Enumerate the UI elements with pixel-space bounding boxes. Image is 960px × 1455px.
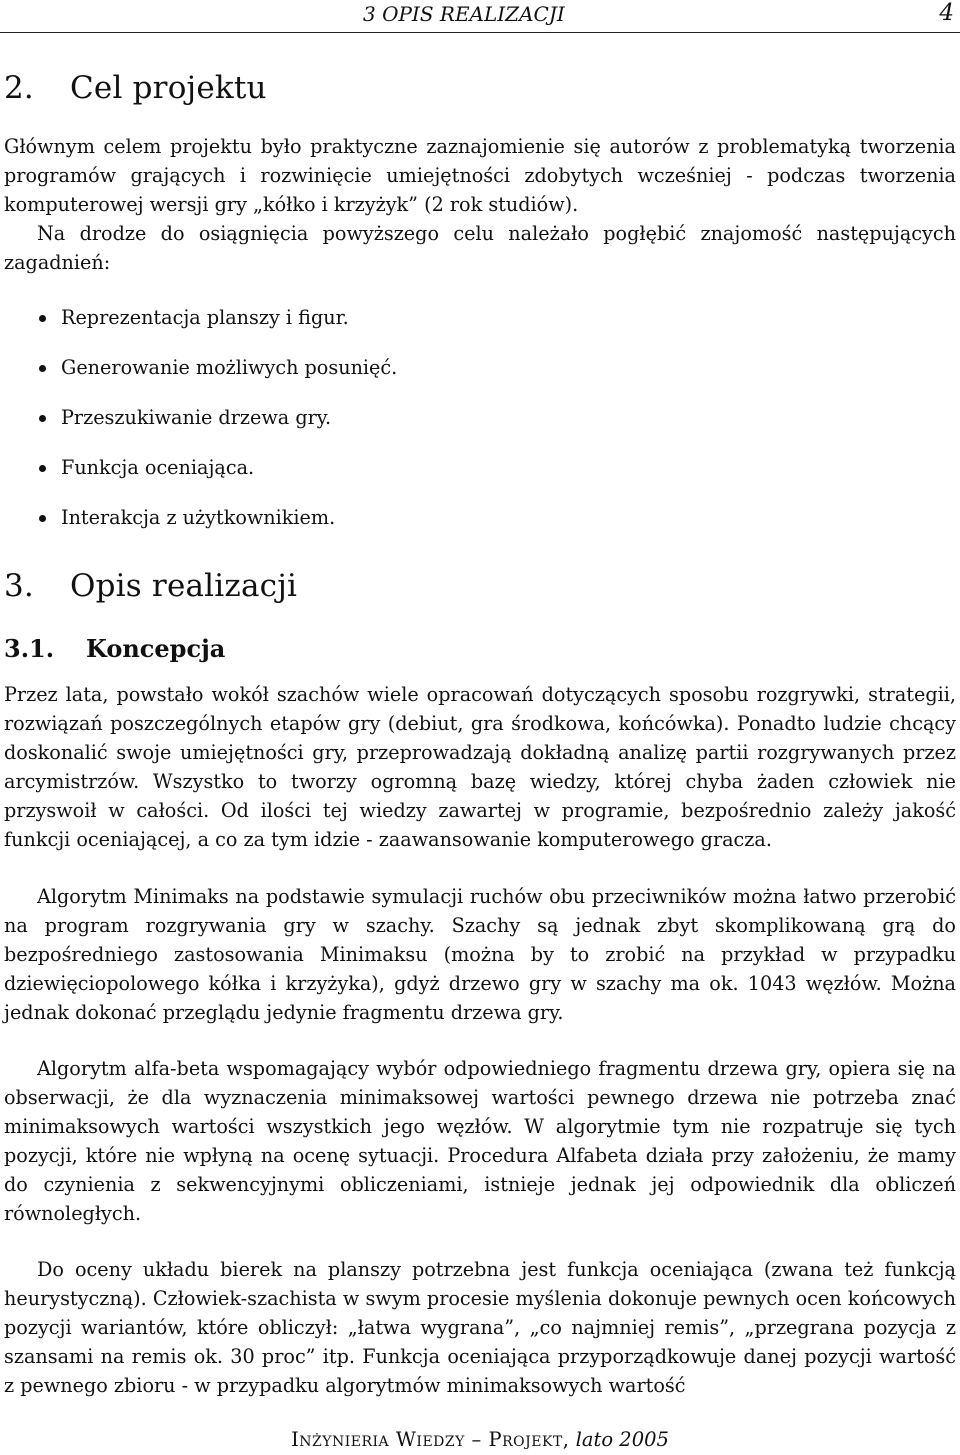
- paragraph-alpha-beta: Algorytm alfa-beta wspomagający wybór odpowiedniego fragmentu drzewa gry, opiera się na obserwacji, że dla wyznaczenia minimaksowej wartości pewnego drzewa nie potrzeba znać minimaksowych wartości wszystkich jego węzłów. W algorytmie tym nie rozpatruje się tych pozycji, które nie wpłyną na ocenę sytuacji. Procedura Alfabeta działa przy założeniu, że mamy do czynienia z sekwencyjnymi obliczeniami, istnieje jednak jej odpowiednik dla obliczeń równoległych.: [4, 1057, 956, 1225]
- running-header-section: 3 OPIS REALIZACJI: [363, 2, 565, 26]
- bullet-icon: [39, 515, 46, 522]
- bullet-icon: [39, 415, 46, 422]
- section-title: Cel projektu: [70, 70, 267, 106]
- paragraph-evaluation-function: Do oceny układu bierek na planszy potrzebna jest funkcja oceniająca (zwana też funkcją heurystyczną). Człowiek-szachista w swym procesie myślenia dokonuje pewnych ocen końcowych pozycji wariantów, które obliczył: „łatwa wygrana”, „co najmniej remis”, „przegrana pozycja z szansami na remis ok. 30 proc” itp. Funkcja oceniająca przyporządkowuje danej pozycji wartość z pewnego zbioru - w przypadku algorytmów minimaksowych wartość: [4, 1258, 956, 1397]
- section-title: Opis realizacji: [70, 568, 298, 604]
- subsection-number: 3.1.: [4, 634, 55, 663]
- footer-term: lato 2005: [575, 1428, 669, 1451]
- paragraph-chess-knowledge: Przez lata, powstało wokół szachów wiele opracowań dotyczących sposobu rozgrywki, strategii, rozwiązań poszczególnych etapów gry (debiut, gra środkowa, końcówka). Ponadto ludzie chcący doskonalić swoje umiejętności gry, przeprowadzają dokładną analizę partii rozgrywanych przez arcymistrzów. Wszystko to tworzy ogromną bazę wiedzy, której chyba żaden człowiek nie przyswoił w całości. Od ilości tej wiedzy zawartej w programie, bezpośrednio zależy jakość funkcji oceniającej, a co za tym idzie - zaawansowanie komputerowego gracza.: [4, 683, 956, 851]
- page-footer: [0, 1428, 960, 1451]
- paragraph-minimax: Algorytm Minimaks na podstawie symulacji ruchów obu przeciwników można łatwo przerobić na program rozgrywania gry w szachy. Szachy są jednak zbyt skomplikowaną grą do bezpośredniego zastosowania Minimaksu (można by to zrobić na przykład w przypadku dziewięciopolowego kółka i krzyżyka), gdyż drzewo gry w szachy ma ok. 1043 węzłów. Można jednak dokonać przeglądu jedynie fragmentu drzewa gry.: [4, 885, 956, 1024]
- section-heading-cel-projektu: [4, 70, 267, 106]
- bullet-icon: [39, 365, 46, 372]
- page-number: 4: [939, 0, 954, 26]
- subsection-heading-koncepcja: [4, 634, 225, 663]
- footer-course: Inżynieria Wiedzy – Projekt,: [291, 1428, 570, 1451]
- section-number: 3.: [4, 568, 34, 604]
- header-rule: [0, 32, 960, 33]
- bullet-icon: [39, 465, 46, 472]
- paragraph-goal: Głównym celem projektu było praktyczne zaznajomienie się autorów z problematyką tworzenia programów grających i rozwinięcie umiejętności zdobytych wcześniej - podczas tworzenia komputerowej wersji gry „kółko i krzyżyk” (2 rok studiów).: [4, 135, 956, 216]
- paragraph-topics-intro: Na drodze do osiągnięcia powyższego celu należało pogłębić znajomość następujących zagadnień:: [4, 222, 956, 274]
- section-heading-opis-realizacji: [4, 568, 297, 604]
- section-number: 2.: [4, 70, 34, 106]
- document-page: 3 OPIS REALIZACJI 4 2. Cel projektu Głównym celem projektu było praktyczne zaznajomienie się autorów z problematyką tworzenia programów grających i rozwinięcie umiejętności zdobytych wcześniej - podczas tworzenia komputerowej wersji gry „kółko i krzyżyk” (2 rok studiów). Na drodze do osiągnięcia powyższego celu należało pogłębić znajomość następujących zagadnień: Reprezentacja planszy i figur. Generowanie możliwych posunięć. Przeszukiwanie drzewa gry. Funkcja oceniająca. Interakcja z użytkownikiem. 3. Opis realizacji 3.1. Koncepcja Przez lata, powstało wokół szachów wiele opracowań dotyczących sposobu rozgrywki, strategii, rozwiązań poszczególnych etapów gry (debiut, gra środkowa, końcówka). Ponadto ludzie chcący doskonalić swoje umiejętności gry, przeprowadzają dokładną analizę partii rozgrywanych przez arcymistrzów. Wszystko to tworzy ogromną bazę wiedzy, której chyba żaden człowiek nie przyswoił w całości. Od ilości tej wiedzy zawartej w programie, bezpośrednio zależy jakość funkcji oceniającej, a co za tym idzie - zaawansowanie komputerowego gracza. Algorytm Minimaks na podstawie symulacji ruchów obu przeciwników można łatwo przerobić na program rozgrywania gry w szachy. Szachy są jednak zbyt skomplikowaną grą do bezpośredniego zastosowania Minimaksu (można by to zrobić na przykład w przypadku dziewięciopolowego kółka i krzyżyka), gdyż drzewo gry w szachy ma ok. 1043 węzłów. Można jednak dokonać przeglądu jedynie fragmentu drzewa gry. Algorytm alfa-beta wspomagający wybór odpowiedniego fragmentu drzewa gry, opiera się na obserwacji, że dla wyznaczenia minimaksowej wartości pewnego drzewa nie potrzeba znać minimaksowych wartości wszystkich jego węzłów. W algorytmie tym nie rozpatruje się tych pozycji, które nie wpłyną na ocenę sytuacji. Procedura Alfabeta działa przy założeniu, że mamy do czynienia z sekwencyjnymi obliczeniami, istnieje jednak jej odpowiednik dla obliczeń równoległych. Do oceny układu bierek na planszy potrzebna jest funkcja oceniająca (zwana też funkcją heurystyczną). Człowiek-szachista w swym procesie myślenia dokonuje pewnych ocen końcowych pozycji wariantów, które obliczył: „łatwa wygrana”, „co najmniej remis”, „przegrana pozycja z szansami na remis ok. 30 proc” itp. Funkcja oceniająca przyporządkowuje danej pozycji wartość z pewnego zbioru - w przypadku algorytmów minimaksowych wartość Inżynieria Wiedzy – Projekt, lato 2005: [0, 0, 960, 1455]
- subsection-title: Koncepcja: [86, 634, 226, 663]
- bullet-icon: [39, 315, 46, 322]
- running-header: [0, 0, 960, 28]
